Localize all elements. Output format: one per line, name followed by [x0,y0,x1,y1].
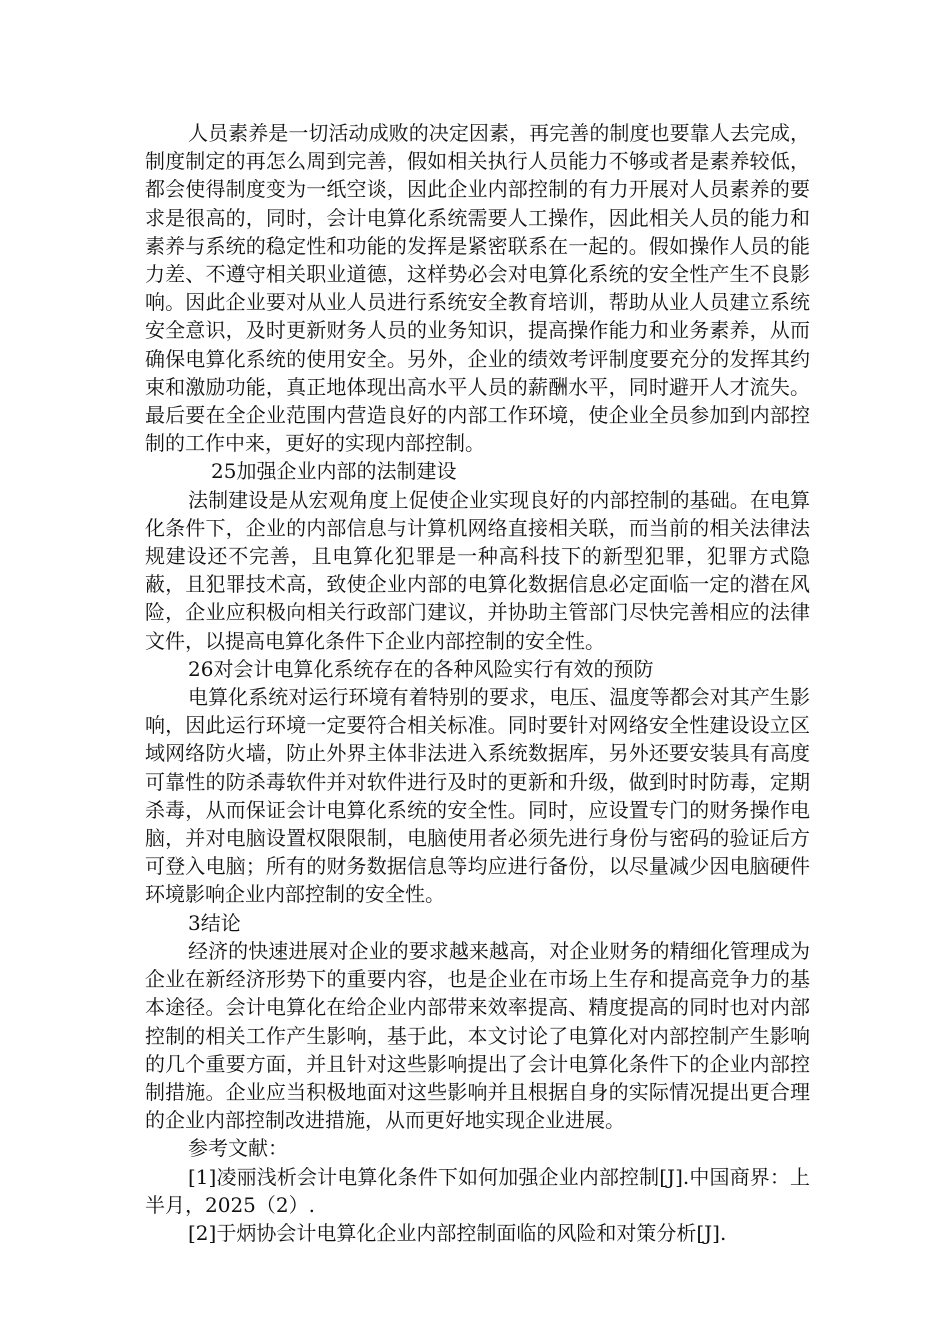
paragraph-legal-construction: 法制建设是从宏观角度上促使企业实现良好的内部控制的基础。在电算化条件下，企业的内部信息与计算机网络直接相关联，而当前的相关法律法规建设还不完善，且电算化犯罪是一种高科技下的新型犯罪，犯罪方式隐蔽，且犯罪技术高，致使企业内部的电算化数据信息必定面临一定的潜在风险，企业应积极向相关行政部门建议，并协助主管部门尽快完善相应的法律文件，以提高电算化条件下企业内部控制的安全性。 [145,487,810,653]
section-heading-2-6: 26对会计电算化系统存在的各种风险实行有效的预防 [188,656,654,681]
section-heading-3: 3结论 [188,910,241,935]
paragraph-risk-prevention: 电算化系统对运行环境有着特别的要求，电压、温度等都会对其产生影响，因此运行环境一定要符合相关标准。同时要针对网络安全性建设设立区域网络防火墙，防止外界主体非法进入系统数据库，另外还要安装具有高度可靠性的防杀毒软件并对软件进行及时的更新和升级，做到时时防毒，定期杀毒，从而保证会计电算化系统的安全性。同时，应设置专门的财务操作电脑，并对电脑设置权限限制，电脑使用者必须先进行身份与密码的验证后方可登入电脑；所有的财务数据信息等均应进行备份，以尽量减少因电脑硬件环境影响企业内部控制的安全性。 [145,685,810,907]
reference-item-1: [1]凌丽浅析会计电算化条件下如何加强企业内部控制[J].中国商界：上半月，2025（2）. [145,1164,810,1217]
references-heading: 参考文献： [188,1136,288,1161]
paragraph-conclusion: 经济的快速进展对企业的要求越来越高，对企业财务的精细化管理成为企业在新经济形势下的重要内容，也是企业在市场上生存和提高竞争力的基本途径。会计电算化在给企业内部带来效率提高、精度提高的同时也对内部控制的相关工作产生影响，基于此，本文讨论了电算化对内部控制产生影响的几个重要方面，并且针对这些影响提出了会计电算化条件下的企业内部控制措施。企业应当积极地面对这些影响并且根据自身的实际情况提出更合理的企业内部控制改进措施，从而更好地实现企业进展。 [145,938,810,1133]
reference-item-2: [2]于炳协会计电算化企业内部控制面临的风险和对策分析[J]. [188,1220,727,1245]
section-heading-2-5: 25加强企业内部的法制建设 [211,459,457,484]
document-page [145,119,810,1247]
paragraph-personnel-quality: 人员素养是一切活动成败的决定因素，再完善的制度也要靠人去完成，制度制定的再怎么周到完善，假如相关执行人员能力不够或者是素养较低，都会使得制度变为一纸空谈，因此企业内部控制的有力开展对人员素养的要求是很高的，同时，会计电算化系统需要人工操作，因此相关人员的能力和素养与系统的稳定性和功能的发挥是紧密联系在一起的。假如操作人员的能力差、不遵守相关职业道德，这样势必会对电算化系统的安全性产生不良影响。因此企业要对从业人员进行系统安全教育培训，帮助从业人员建立系统安全意识，及时更新财务人员的业务知识，提高操作能力和业务素养，从而确保电算化系统的使用安全。另外，企业的绩效考评制度要充分的发挥其约束和激励功能，真正地体现出高水平人员的薪酬水平，同时避开人才流失。最后要在全企业范围内营造良好的内部工作环境，使企业全员参加到内部控制的工作中来，更好的实现内部控制。 [145,121,810,456]
